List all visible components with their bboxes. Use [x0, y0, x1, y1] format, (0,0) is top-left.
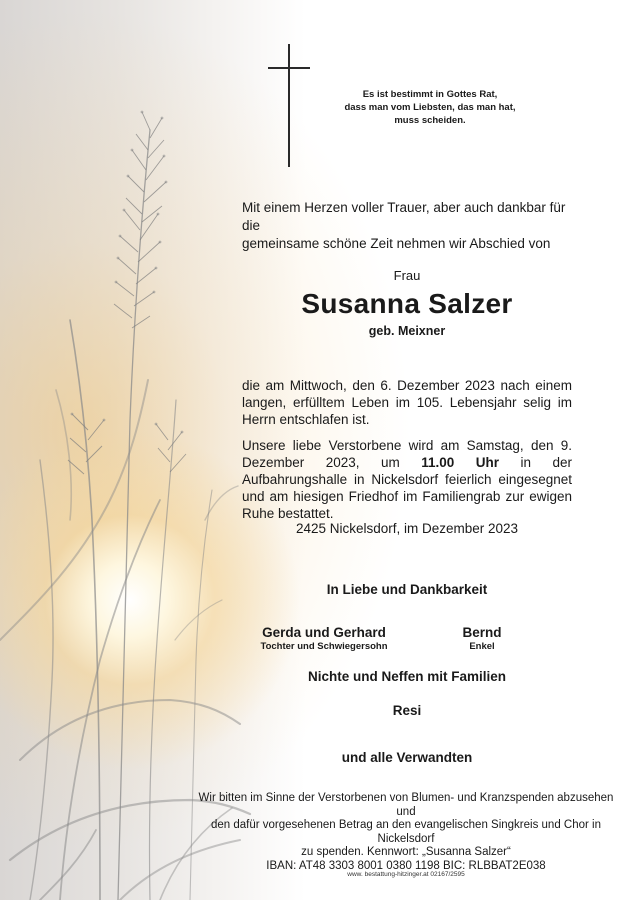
bible-verse: Es ist bestimmt in Gottes Rat, dass man vom Liebsten, das man hat, muss scheiden. — [344, 89, 516, 126]
funeral-details: Unsere liebe Verstorbene wird am Samstag, den 9. Dezember 2023, um 11.00 Uhr in der Aufbahrungshalle in Nickelsdorf feierlich eingesegnet und am hiesigen Friedhof im Familiengrab zur ewigen Ruhe bestattet. — [242, 438, 572, 521]
family-line: und alle Verwandten — [341, 750, 473, 765]
mourner-entry — [254, 625, 394, 653]
cross-icon — [288, 44, 290, 167]
mourner-relation: Tochter und Schwiegersohn — [260, 641, 388, 652]
salutation: Frau — [393, 268, 421, 283]
family-line: Nichte und Neffen mit Familien — [307, 669, 507, 684]
mourner-name: Bernd — [462, 625, 502, 640]
funeral-home-footer: www. bestattung-hitzinger.at 02167/2595 — [347, 871, 465, 878]
place-date: 2425 Nickelsdorf, im Dezember 2023 — [295, 521, 519, 536]
maiden-name: geb. Meixner — [368, 324, 446, 338]
death-notice: die am Mittwoch, den 6. Dezember 2023 nach einem langen, erfülltem Leben im 105. Lebensjahr selig im Herrn entschlafen ist. — [242, 378, 572, 427]
intro-text: Mit einem Herzen voller Trauer, aber auch dankbar für die gemeinsame schöne Zeit nehmen wir Abschied von — [242, 200, 566, 251]
mourner-name: Gerda und Gerhard — [262, 625, 386, 640]
bank-details: IBAN: AT48 3303 8001 0380 1198 BIC: RLBBAT2E038 — [266, 859, 546, 872]
mourner-entry — [442, 625, 522, 653]
deceased-name: Susanna Salzer — [301, 288, 513, 319]
mourner-relation: Enkel — [469, 641, 495, 652]
funeral-time: 11.00 Uhr — [421, 455, 500, 470]
closing-phrase: In Liebe und Dankbarkeit — [326, 582, 488, 597]
family-line: Resi — [392, 703, 422, 718]
cross-icon-bar — [268, 67, 310, 69]
donation-request: Wir bitten im Sinne der Verstorbenen von Blumen- und Kranzspenden abzusehen und den dafür vorgesehenen Betrag an den evangelischen Singkreis und Chor in Nickelsdorf zu spenden. Kennwort: „Susanna Salzer“ IBAN: AT48 3303 8001 0380 1198 BIC: RLBBAT2E038 — [190, 792, 622, 873]
